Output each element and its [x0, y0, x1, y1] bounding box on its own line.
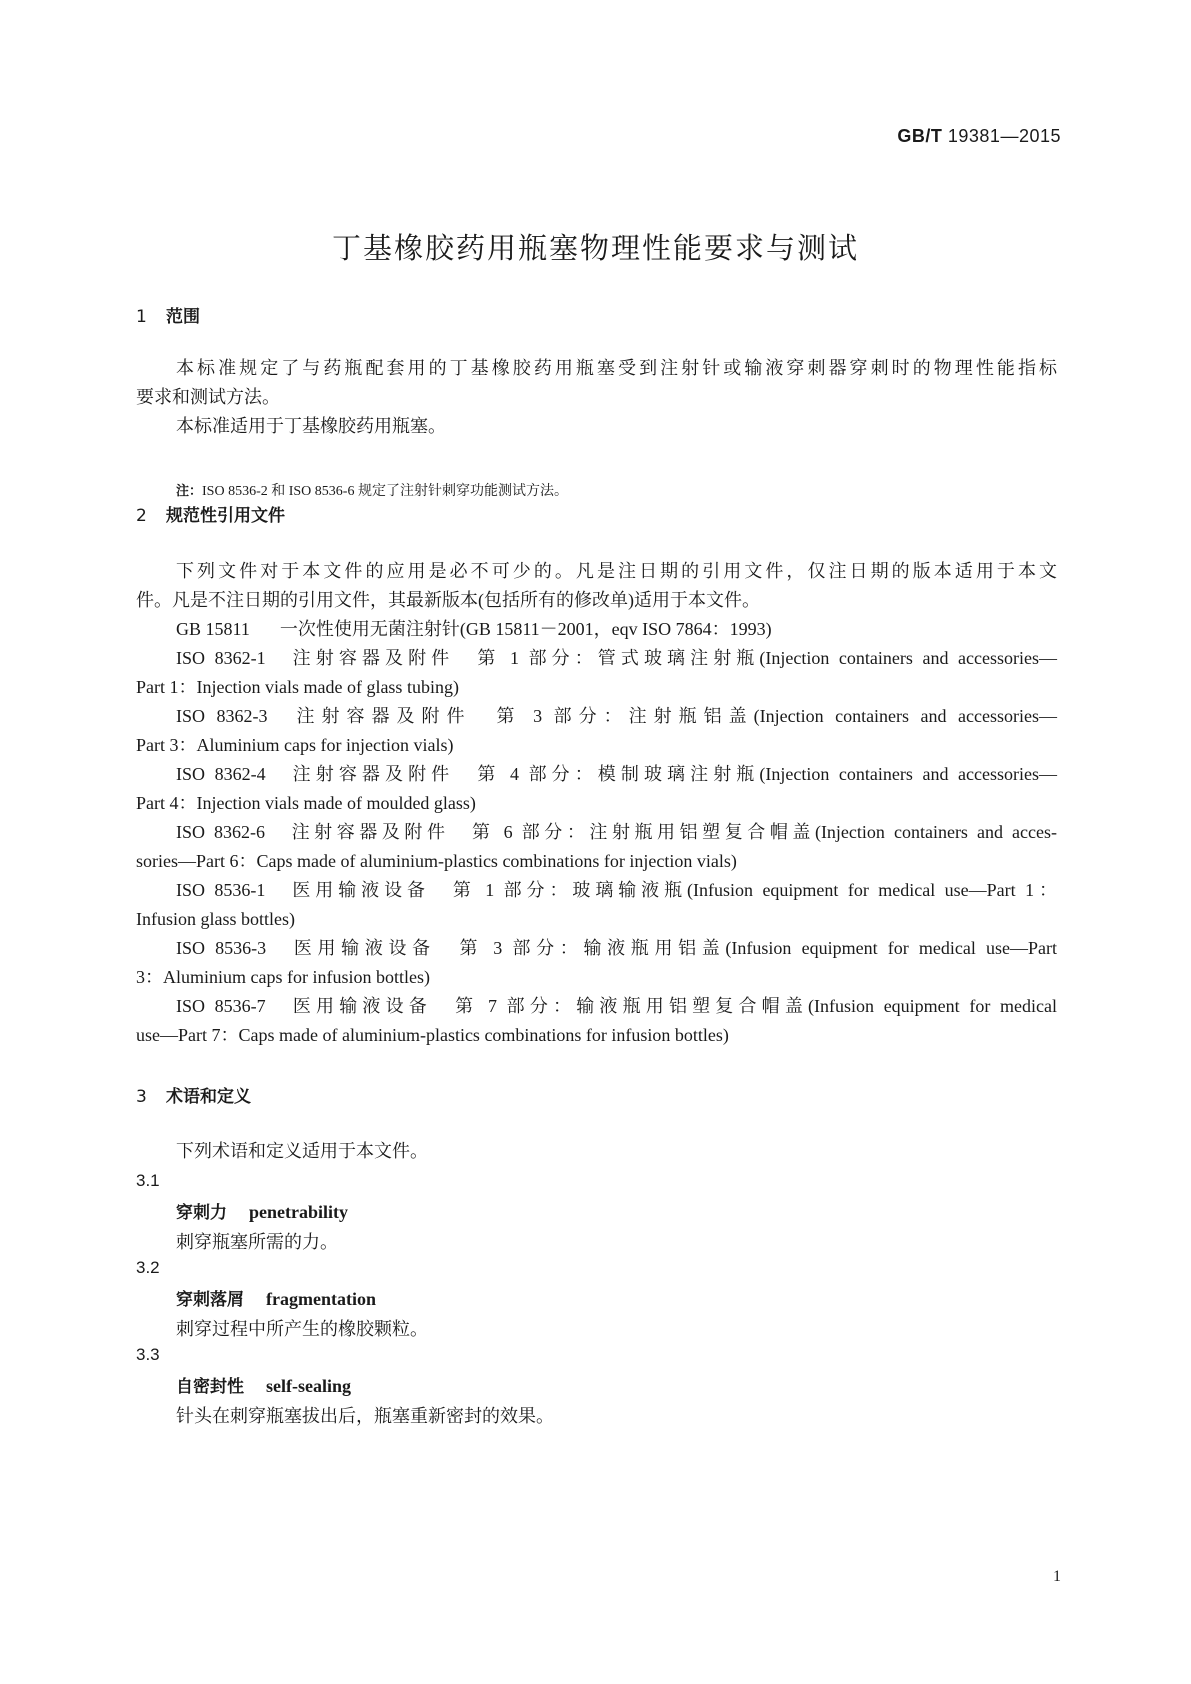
- reference-code: ISO 8362-1: [176, 648, 266, 668]
- section-1-heading: [136, 302, 200, 327]
- section-2-heading: [136, 501, 285, 526]
- reference-code: ISO 8536-1: [176, 880, 266, 900]
- reference-code: GB 15811: [176, 619, 250, 639]
- term-3-1-number: 3.1: [136, 1171, 160, 1190]
- section-3-heading: [136, 1082, 251, 1107]
- reference-iso8536-1-line-2: Infusion glass bottles): [136, 909, 295, 929]
- term-en: penetrability: [249, 1202, 348, 1222]
- section-1-paragraph-2: 本标准适用于丁基橡胶药用瓶塞。: [176, 416, 446, 436]
- term-3-3-number: 3.3: [136, 1345, 160, 1364]
- section-2-intro-line-1: 下列文件对于本文件的应用是必不可少的。凡是注日期的引用文件，仅注日期的版本适用于本文: [176, 561, 1057, 581]
- reference-gb15811: [176, 614, 1057, 645]
- term-zh: 自密封性: [176, 1377, 244, 1397]
- term-zh: 穿刺落屑: [176, 1290, 244, 1310]
- reference-iso8362-1-line-1: [176, 643, 1057, 674]
- reference-title: 一次性使用无菌注射针(GB 15811－2001，eqv ISO 7864：1993): [279, 619, 772, 639]
- reference-title: 医用输液设备 第 3 部分：输液瓶用铝盖(Infusion equipment for medical use—Part: [288, 938, 1058, 958]
- reference-iso8536-3-line-1: [176, 933, 1057, 964]
- term-3-3-definition: 针头在刺穿瓶塞拔出后，瓶塞重新密封的效果。: [176, 1406, 554, 1426]
- term-3-2-number: 3.2: [136, 1258, 160, 1277]
- reference-iso8362-1-line-2: Part 1：Injection vials made of glass tubing): [136, 677, 459, 697]
- reference-iso8536-3-line-2: 3：Aluminium caps for infusion bottles): [136, 967, 430, 987]
- reference-title: 注射容器及附件 第 4 部分：模制玻璃注射瓶(Injection containers and accessories—: [287, 764, 1058, 784]
- section-3-intro: 下列术语和定义适用于本文件。: [176, 1141, 428, 1161]
- term-3-1-name: [176, 1198, 348, 1223]
- section-1-note: [176, 480, 568, 500]
- standard-code-number: 19381—2015: [947, 126, 1061, 146]
- section-3-title: 术语和定义: [166, 1087, 251, 1107]
- section-2-title: 规范性引用文件: [166, 506, 285, 526]
- reference-iso8536-7-line-1: [176, 991, 1057, 1022]
- reference-code: ISO 8536-7: [176, 996, 266, 1016]
- term-3-1-definition: 刺穿瓶塞所需的力。: [176, 1232, 338, 1252]
- reference-code: ISO 8536-3: [176, 938, 267, 958]
- reference-title: 注射容器及附件 第 1 部分：管式玻璃注射瓶(Injection containers and accessories—: [287, 648, 1058, 668]
- reference-iso8362-6-line-2: sories—Part 6：Caps made of aluminium-plastics combinations for injection vials): [136, 851, 737, 871]
- section-1-paragraph-1-line-1: 本标准规定了与药瓶配套用的丁基橡胶药用瓶塞受到注射针或输液穿刺器穿刺时的物理性能指标: [176, 358, 1057, 378]
- reference-iso8536-7-line-2: use—Part 7：Caps made of aluminium-plastics combinations for infusion bottles): [136, 1025, 729, 1045]
- term-zh: 穿刺力: [176, 1203, 227, 1223]
- reference-code: ISO 8362-6: [176, 822, 266, 842]
- standard-code: [897, 126, 1061, 147]
- reference-title: 注射容器及附件 第 3 部分：注射瓶铝盖(Injection containers and accessories—: [289, 706, 1058, 726]
- reference-title: 注射容器及附件 第 6 部分：注射瓶用铝塑复合帽盖(Injection containers and acces-: [287, 822, 1057, 842]
- reference-title: 医用输液设备 第 7 部分：输液瓶用铝塑复合帽盖(Infusion equipment for medical: [287, 996, 1057, 1016]
- section-2-intro-line-2: 件。凡是不注日期的引用文件，其最新版本(包括所有的修改单)适用于本文件。: [136, 590, 760, 610]
- section-1-number: 1: [136, 307, 147, 327]
- term-en: self-sealing: [266, 1376, 351, 1396]
- reference-code: ISO 8362-3: [176, 706, 268, 726]
- reference-title: 医用输液设备 第 1 部分：玻璃输液瓶(Infusion equipment for medical use—Part 1：: [287, 880, 1058, 900]
- term-3-2-definition: 刺穿过程中所产生的橡胶颗粒。: [176, 1319, 428, 1339]
- term-3-2-name: [176, 1285, 376, 1310]
- document-title: 丁基橡胶药用瓶塞物理性能要求与测试: [331, 231, 859, 265]
- term-3-3-name: [176, 1372, 351, 1397]
- note-text: ISO 8536-2 和 ISO 8536-6 规定了注射针刺穿功能测试方法。: [202, 484, 568, 499]
- reference-iso8362-3-line-2: Part 3：Aluminium caps for injection vials): [136, 735, 454, 755]
- standard-code-prefix: GB/T: [897, 126, 943, 146]
- reference-code: ISO 8362-4: [176, 764, 266, 784]
- page-number: 1: [1053, 1568, 1061, 1585]
- section-3-number: 3: [136, 1087, 147, 1107]
- reference-iso8362-6-line-1: [176, 817, 1057, 848]
- note-label: 注：: [176, 484, 203, 499]
- section-2-number: 2: [136, 506, 147, 526]
- reference-iso8362-4-line-2: Part 4：Injection vials made of moulded glass): [136, 793, 476, 813]
- section-1-paragraph-1-line-2: 要求和测试方法。: [136, 387, 280, 407]
- term-en: fragmentation: [266, 1289, 376, 1309]
- reference-iso8536-1-line-1: [176, 875, 1057, 906]
- section-1-title: 范围: [166, 307, 200, 327]
- reference-iso8362-3-line-1: [176, 701, 1057, 732]
- reference-iso8362-4-line-1: [176, 759, 1057, 790]
